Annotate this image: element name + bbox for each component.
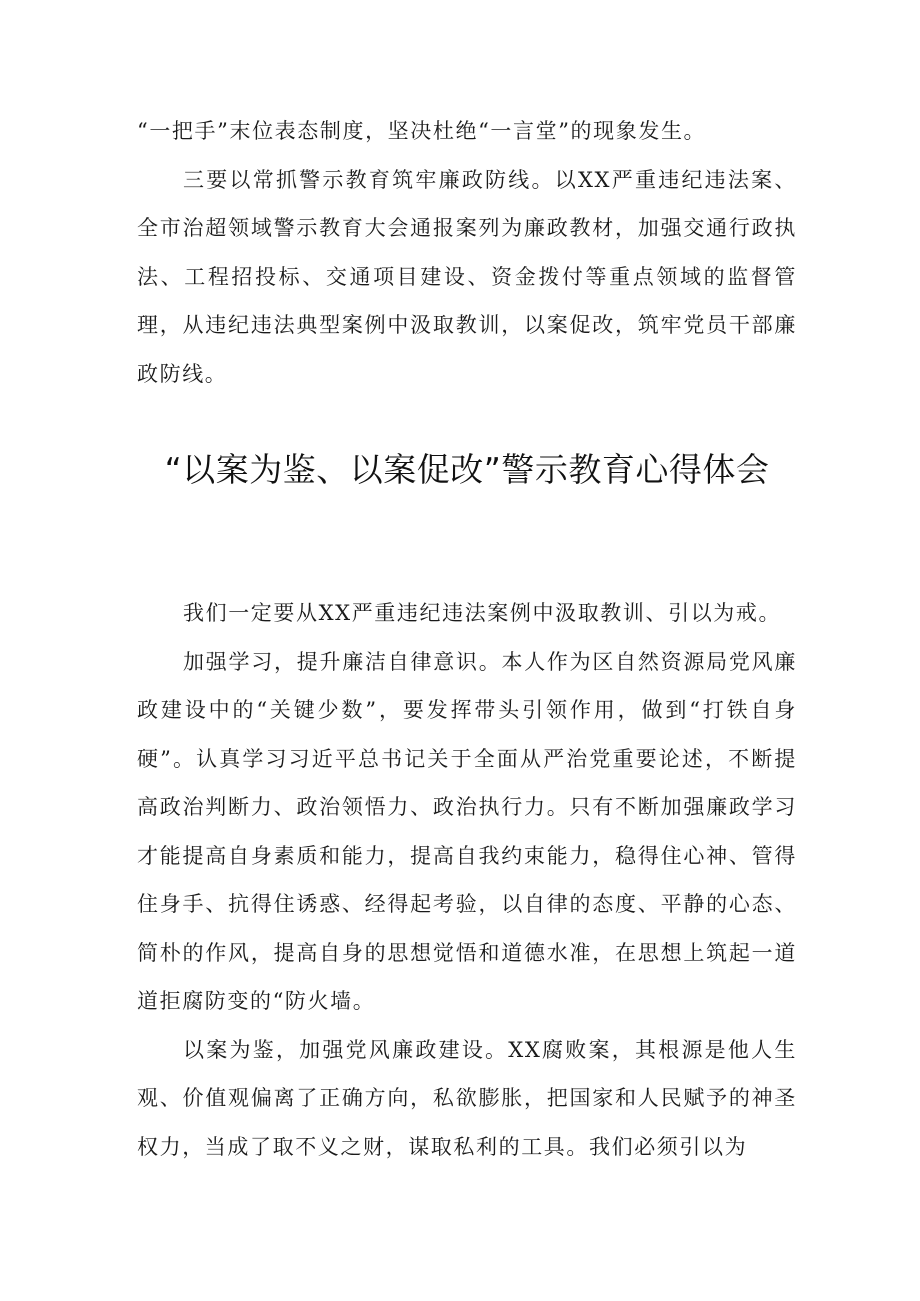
paragraph: 以案为鉴，加强党风廉政建设。XX腐败案，其根源是他人生观、价值观偏离了正确方向，私欲膨胀，把国家和人民赋予的神圣权力，当成了取不义之财，谋取私利的工具。我们必须引以为 [137, 1037, 797, 1159]
document-title: “以案为鉴、以案促改”警示教育心得体会 [164, 450, 770, 489]
paragraph: 我们一定要从XX严重违纪违法案例中汲取教训、引以为戒。 [183, 601, 782, 625]
paragraph: 三要以常抓警示教育筑牢廉政防线。以XX严重违纪违法案、全市治超领域警示教育大会通报案列为廉政教材，加强交通行政执法、工程招投标、交通项目建设、资金拨付等重点领域的监督管理，从违纪违法典型案例中汲取教训，以案促改，筑牢党员干部廉政防线。 [137, 167, 797, 386]
previous-section-text [137, 107, 797, 398]
document-body [137, 589, 797, 1171]
continued-paragraph: “一把手”末位表态制度，坚决杜绝“一言堂”的现象发生。 [137, 119, 707, 143]
paragraph: 加强学习，提升廉洁自律意识。本人作为区自然资源局党风廉政建设中的“关键少数”，要发挥带头引领作用，做到“打铁自身硬”。认真学习习近平总书记关于全面从严治党重要论述，不断提高政治判断力、政治领悟力、政治执行力。只有不断加强廉政学习才能提高自身素质和能力，提高自我约束能力，稳得住心神、管得住身手、抗得住诱惑、经得起考验，以自律的态度、平静的心态、简朴的作风，提高自身的思想觉悟和道德水准，在思想上筑起一道道拒腐防变的“防火墙。 [137, 649, 797, 1013]
